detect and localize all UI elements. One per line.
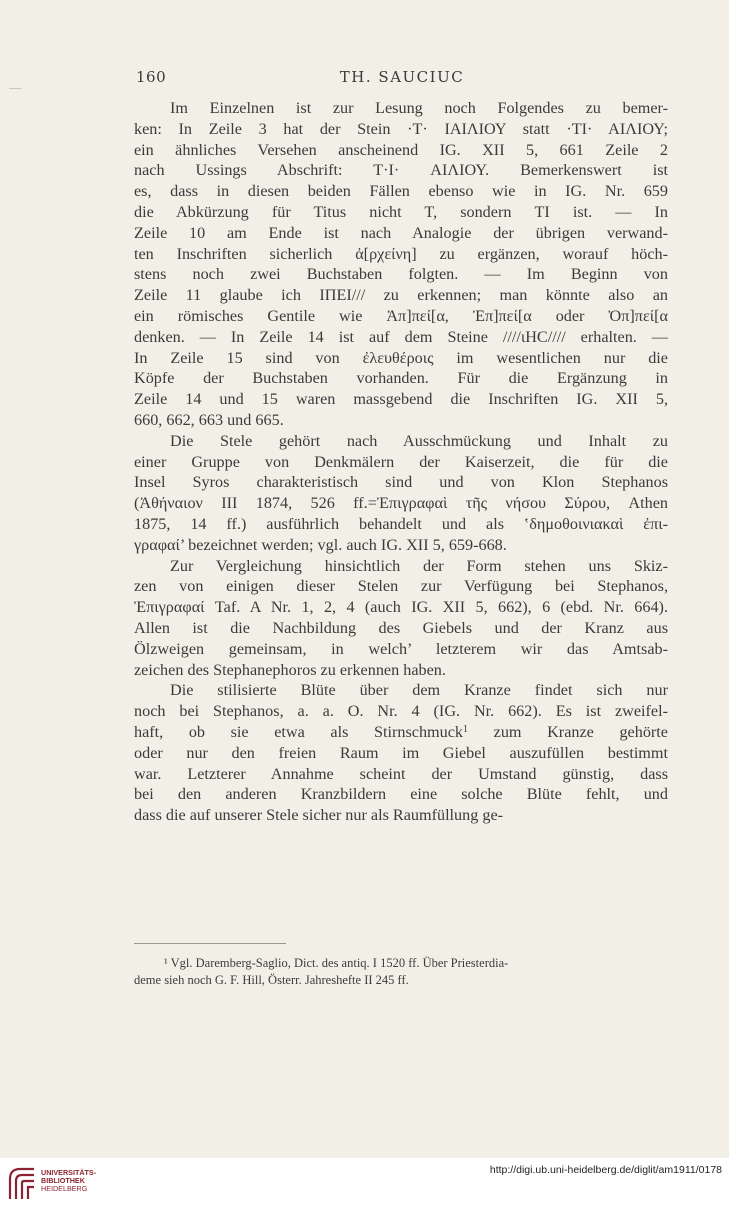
margin-mark — [9, 88, 21, 89]
text-line: Zeile 14 und 15 waren massgebend die Inschriften IG. XII 5, — [134, 390, 668, 409]
text-line: es, dass in diesen beiden Fällen ebenso wie in IG. Nr. 659 — [134, 182, 668, 201]
text-line: war. Letzterer Annahme scheint der Umstand günstig, dass — [134, 764, 668, 783]
library-name-line: BIBLIOTHEK — [41, 1176, 85, 1186]
footnote-line: ¹ Vgl. Daremberg-Saglio, Dict. des antiq. I 1520 ff. Über Priesterdia- — [164, 956, 509, 970]
text-line: Insel Syros charakteristisch sind und von Klon Stephanos — [134, 473, 668, 492]
text-line: denken. — In Zeile 14 ist auf dem Steine ////ιΗC//// erhalten. — — [134, 327, 668, 346]
text-line: Im Einzelnen ist zur Lesung noch Folgendes zu bemer- — [170, 99, 668, 117]
text-line: noch bei Stephanos, a. a. O. Nr. 4 (IG. Nr. 662). Es ist zweifel- — [134, 702, 668, 721]
heidelberg-library-logo-icon[interactable] — [6, 1165, 40, 1201]
text-line: Allen ist die Nachbildung des Giebels und der Kranz aus — [134, 618, 668, 637]
text-line: ken: In Zeile 3 hat der Stein ·T· ΙΑΙΛΙΟΥ statt ·ΤΙ· ΑΙΛΙΟΥ; — [134, 119, 668, 138]
text-line: In Zeile 15 sind von ἐλευθέροις im wesentlichen nur die — [134, 348, 668, 367]
footnote-line: deme sieh noch G. F. Hill, Österr. Jahreshefte II 245 ff. — [134, 973, 409, 987]
text-line: Die stilisierte Blüte über dem Kranze findet sich nur — [170, 681, 668, 700]
footnote — [134, 955, 668, 989]
paragraph — [134, 680, 668, 826]
text-line: zeichen des Stephanephoros zu erkennen haben. — [134, 660, 446, 679]
text-line: Ἐπιγραφαί Taf. A Nr. 1, 2, 4 (auch IG. XII 5, 662), 6 (ebd. Nr. 664). — [134, 598, 668, 617]
body-text — [134, 98, 668, 826]
text-line: haft, ob sie etwa als Stirnschmuck$^1$ zum Kranze gehörte — [134, 722, 668, 741]
library-name — [41, 1169, 96, 1194]
text-line: 1875, 14 ff.) ausführlich behandelt und als ʽδημοθοινιακαὶ ἐπι- — [134, 514, 668, 533]
text-line: Zur Vergleichung hinsichtlich der Form stehen uns Skiz- — [170, 556, 668, 575]
paragraph — [134, 431, 668, 556]
text-line: γραφαί’ bezeichnet werden; vgl. auch IG. XII 5, 659-668. — [134, 535, 507, 554]
footnote-rule — [134, 943, 286, 944]
text-line: (Ἀθήναιον III 1874, 526 ff.=Ἐπιγραφαὶ τῆς νήσου Σύρου, Athen — [134, 494, 668, 513]
text-line: ten Inschriften sicherlich ἀ[ρχείνη] zu ergänzen, worauf höch- — [134, 244, 668, 263]
text-line: bei den anderen Kranzbildern eine solche Blüte fehlt, und — [134, 785, 668, 804]
library-name-line: HEIDELBERG — [41, 1184, 88, 1194]
text-line: oder nur den freien Raum im Giebel auszufüllen bestimmt — [134, 743, 668, 762]
paragraph — [134, 556, 668, 681]
page-header — [136, 68, 668, 92]
text-line: ein ähnliches Versehen anscheinend IG. XII 5, 661 Zeile 2 — [134, 140, 668, 159]
text-line: Ölzweigen gemeinsam, in welch’ letzterem wir das Amtsab- — [134, 639, 668, 658]
library-name-line: UNIVERSITÄTS- — [41, 1168, 97, 1177]
text-line: die Abkürzung für Titus nicht T, sondern ΤΙ ist. — In — [134, 202, 668, 221]
source-url-link[interactable]: http://digi.ub.uni-heidelberg.de/diglit/am1911/0178 — [489, 1164, 722, 1176]
text-line: einer Gruppe von Denkmälern der Kaiserzeit, die für die — [134, 452, 668, 471]
running-head: TH. SAUCIUC — [339, 68, 465, 86]
text-line: Die Stele gehört nach Ausschmückung und Inhalt zu — [170, 431, 668, 450]
text-line: ein römisches Gentile wie Ἀπ]πεί[α, Ἐπ]πεί[α oder Ὀπ]πεί[α — [134, 306, 668, 325]
page-number: 160 — [136, 68, 167, 86]
text-line: zen von einigen dieser Stelen zur Verfügung bei Stephanos, — [134, 577, 668, 596]
footnote-marker[interactable]: 1 — [463, 723, 469, 735]
text-line: 660, 662, 663 und 665. — [134, 410, 284, 429]
text-line: Köpfe der Buchstaben vorhanden. Für die Ergänzung in — [134, 369, 668, 388]
text-line: nach Ussings Abschrift: T·I· ΑΙΛΙΟΥ. Bemerkenswert ist — [134, 161, 668, 180]
paragraph — [134, 98, 668, 431]
text-line: stens noch zwei Buchstaben folgten. — Im Beginn von — [134, 265, 668, 284]
text-line: Zeile 11 glaube ich ΙΠΕΙ/// zu erkennen; man könnte also an — [134, 286, 668, 305]
text-line: Zeile 10 am Ende ist nach Analogie der übrigen verwand- — [134, 223, 668, 242]
text-line: dass die auf unserer Stele sicher nur als Raumfüllung ge- — [134, 806, 504, 825]
